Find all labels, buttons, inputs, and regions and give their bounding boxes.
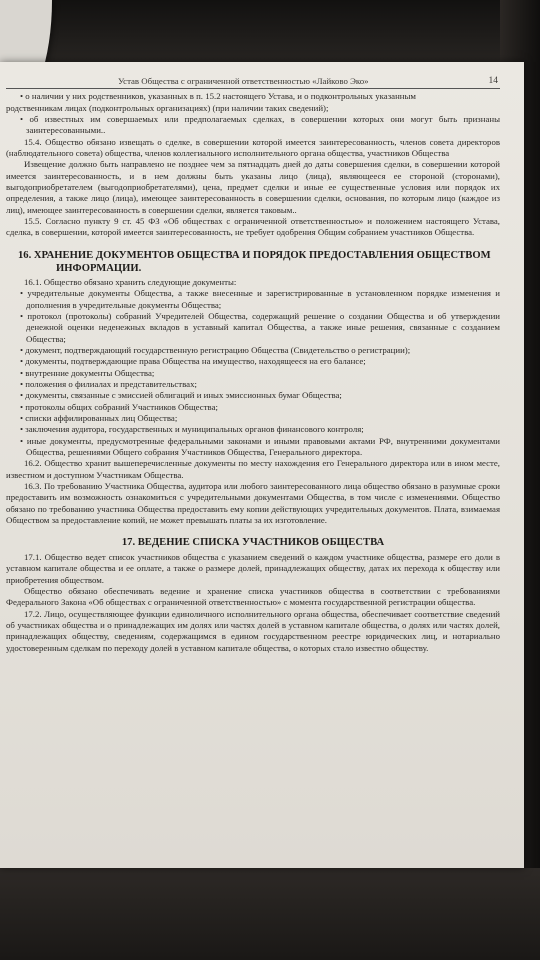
section-16-heading-line2: ИНФОРМАЦИИ. (56, 263, 142, 275)
bullet-relatives-continued: родственникам лицах (подконтрольных организациях) (при наличии таких сведений); (6, 102, 329, 113)
paragraph-17-1: 17.1. Общество ведет список участников общества с указанием сведений о каждом участнике общества, размере его доли в уставном капитале общества и ее оплате, а также о размере долей, принадлежащих обществу, датах их перехода к обществу или приобретения обществом. (6, 551, 500, 585)
paragraph-17-2: 17.2. Лицо, осуществляющее функции единоличного исполнительного органа общества, обеспечивает соответствие сведений об участниках общества и о принадлежащих им долях или частях долей в уставном капитале общества, о долях или частях долей, принадлежащих обществу, сведениям, содержащимся в едином государственном реестре юридических лиц, и нотариально удостоверенным сделкам по переходу долей в уставном капитале общества, о которых стало известно обществу. (6, 608, 500, 653)
page-content (6, 76, 500, 654)
paragraph-15-4: 15.4. Общество обязано извещать о сделке, в совершении которой имеется заинтересованность, членов совета директоров (наблюдательного совета) общества, членов коллегиального исполнительного органа общества, участников Общества (6, 136, 500, 159)
paragraph-16-2: 16.2. Общество хранит вышеперечисленные документы по месту нахождения его Генерального директора или в ином месте, известном и доступном Участникам Общества. (6, 458, 500, 480)
list-item: • иные документы, предусмотренные федеральными законами и иными правовыми актами РФ, внутренними документами Общества, решениями Общего собрания Участников Общества, Генерального директора. (6, 436, 500, 459)
dark-background-top (0, 0, 540, 70)
paragraph-17-1-register: Общество обязано обеспечивать ведение и хранение списка участников общества в соответствии с требованиями Федерального Закона «Об обществах с ограниченной ответственностью» с момента государственной регистрации общества. (6, 585, 500, 608)
bullet-relatives: • о наличии у них родственников, указанных в п. 15.2 настоящего Устава, и о подконтрольных указанным (6, 91, 500, 102)
header-title: Устав Общества с ограниченной ответственностью «Лайково Эко» (118, 76, 369, 86)
page-number: 14 (488, 76, 498, 86)
paragraph-16-1: 16.1. Общество обязано хранить следующие документы: (24, 276, 237, 287)
running-header (6, 76, 500, 89)
section-17-heading: 17. ВЕДЕНИЕ СПИСКА УЧАСТНИКОВ ОБЩЕСТВА (121, 537, 385, 549)
paragraph-16-3: 16.3. По требованию Участника Общества, аудитора или любого заинтересованного лица общество обязано в разумные сроки предоставить им возможность ознакомиться с учредительными документами Общества, в том числе с изменениями. Общество обязано по требованию участника Общества предоставить ему копии действующих учредительных документов. Плата, взимаемая Обществом за предоставление копий, не может превышать платы за их изготовление. (6, 481, 500, 526)
list-item: • списки аффилированных лиц Общества; (6, 413, 500, 424)
list-item: • положения о филиалах и представительствах; (6, 379, 500, 390)
paragraph-15-4-notice: Извещение должно быть направлено не позднее чем за пятнадцать дней до даты совершения сделки, в совершении которой имеется заинтересованность, и в нем должны быть указаны лицо (лица), являющееся ее стороной (сторонами), выгодоприобретателем (выгодоприобретателями), цена, предмет сделки и иные ее существенные условия или порядок их определения, а также лицо (лица), имеющее заинтересованность в совершении сделки, основания, по которым лицо (каждое из лиц), имеющее заинтересованность в совершении сделки, является таковым.. (6, 159, 500, 215)
list-item: • протоколы общих собраний Участников Общества; (6, 402, 500, 413)
bullet-known-deals: • об известных им совершаемых или предполагаемых сделках, в совершении которых они могут быть признаны заинтересованными.. (6, 114, 500, 137)
list-item: • документы, подтверждающие права Общества на имущество, находящееся на его балансе; (6, 356, 500, 367)
section-16-heading: 16. ХРАНЕНИЕ ДОКУМЕНТОВ ОБЩЕСТВА И ПОРЯДОК ПРЕДОСТАВЛЕНИЯ ОБЩЕСТВОМ (18, 249, 491, 261)
list-item: • протокол (протоколы) собраний Учредителей Общества, содержащий решение о создании Общества и об утверждении денежной оценки неденежных вкладов в уставный капитал Общества, а также иные решения, связанные с созданием Общества; (6, 311, 500, 345)
list-item: • документы, связанные с эмиссией облигаций и иных эмиссионных бумаг Общества; (6, 390, 500, 401)
dark-background-bottom (0, 868, 540, 960)
list-item: • учредительные документы Общества, а также внесенные и зарегистрированные в установленном порядке изменения и дополнения в учредительные документы Общества; (6, 288, 500, 311)
list-item: • заключения аудитора, государственных и муниципальных органов финансового контроля; (6, 424, 500, 435)
list-item: • внутренние документы Общества; (6, 368, 500, 379)
paragraph-15-5: 15.5. Согласно пункту 9 ст. 45 ФЗ «Об обществах с ограниченной ответственностью» и положением настоящего Устава, сделка, в совершении, которой имеется заинтересованность, не требует одобрения Общим собранием участников Общества. (6, 216, 500, 238)
list-item: • документ, подтверждающий государственную регистрацию Общества (Свидетельство о регистрации); (6, 345, 500, 356)
document-page (0, 62, 524, 868)
